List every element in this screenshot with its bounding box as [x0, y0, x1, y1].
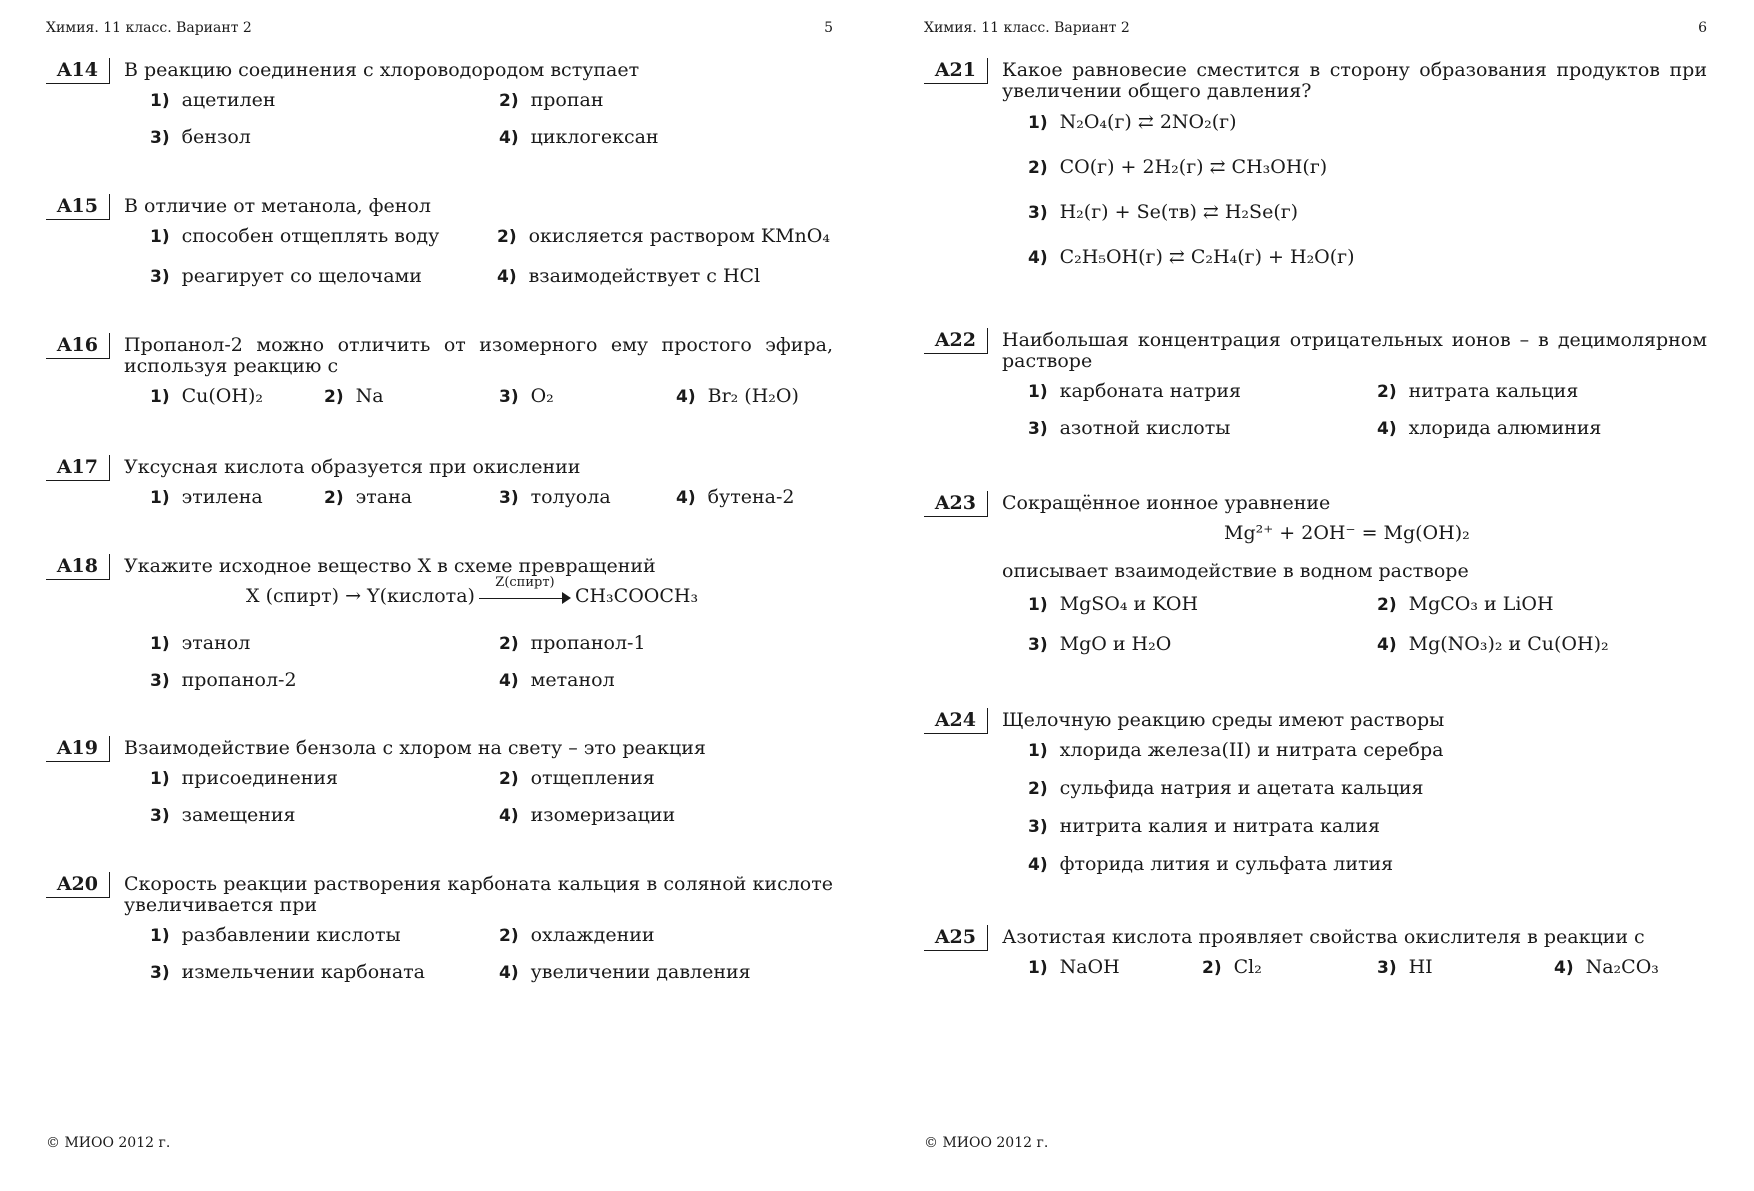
option-1: 1) хлорида железа(II) и нитрата серебра [1028, 739, 1444, 761]
option-3: 3) H₂(г) + Se(тв) ⇄ H₂Se(г) [1028, 201, 1299, 223]
task-question: В реакцию соединения с хлороводородом вступает [124, 59, 640, 81]
option-4: 4) циклогексан [499, 126, 659, 148]
task-label: A22 [924, 328, 988, 354]
option-2: 2) нитрата кальция [1377, 380, 1579, 402]
option-4: 4) взаимодействует с HCl [497, 265, 761, 287]
option-3: 3) измельчении карбоната [150, 961, 425, 983]
task-a25 [924, 925, 1707, 978]
option-2: 2) пропан [499, 89, 604, 111]
option-4: 4) Br₂ (H₂O) [676, 385, 799, 407]
option-3: 3) азотной кислоты [1028, 417, 1231, 439]
task-question: Сокращённое ионное уравнение [1002, 492, 1331, 514]
option-1: 1) присоединения [150, 767, 339, 789]
option-3: 3) бензол [150, 126, 251, 148]
option-4: 4) метанол [499, 669, 615, 691]
option-3: 3) пропанол-2 [150, 669, 297, 691]
option-4: 4) изомеризации [499, 804, 676, 826]
option-4: 4) C₂H₅OH(г) ⇄ C₂H₄(г) + H₂O(г) [1028, 246, 1355, 268]
task-question: Азотистая кислота проявляет свойства окислителя в реакции с [1002, 926, 1645, 948]
option-3: 3) MgO и H₂O [1028, 633, 1172, 655]
option-1: 1) N₂O₄(г) ⇄ 2NO₂(г) [1028, 111, 1237, 133]
option-2: 2) Cl₂ [1202, 956, 1262, 978]
task-a16 [46, 333, 833, 407]
task-label: A15 [46, 194, 110, 220]
task-a22 [924, 328, 1707, 439]
option-2: 2) окисляется раствором KMnO₄ [497, 225, 830, 247]
task-label: A17 [46, 455, 110, 481]
task-a20 [46, 872, 833, 983]
reaction-arrow [479, 575, 571, 607]
transformation-scheme [246, 575, 699, 607]
page-number: 6 [1698, 20, 1707, 36]
option-1: 1) NaOH [1028, 956, 1120, 978]
left-page [46, 0, 833, 1191]
option-2: 2) сульфида натрия и ацетата кальция [1028, 777, 1424, 799]
option-1: 1) разбавлении кислоты [150, 924, 401, 946]
page-header [46, 20, 833, 40]
task-question: Пропанол-2 можно отличить от изомерного ему простого эфира, используя реакцию с [124, 334, 833, 377]
option-1: 1) карбоната натрия [1028, 380, 1242, 402]
option-3: 3) O₂ [499, 385, 554, 407]
task-label: A23 [924, 491, 988, 517]
option-1: 1) ацетилен [150, 89, 276, 111]
task-label: A25 [924, 925, 988, 951]
task-question: Щелочную реакцию среды имеют растворы [1002, 709, 1445, 731]
option-4: 4) бутена-2 [676, 486, 795, 508]
task-a15 [46, 194, 833, 287]
option-1: 1) Cu(OH)₂ [150, 385, 263, 407]
option-1: 1) этанол [150, 632, 251, 654]
task-a17 [46, 455, 833, 508]
task-a24 [924, 708, 1707, 875]
arrow-label: Z(спирт) [495, 575, 555, 590]
task-label: A24 [924, 708, 988, 734]
option-3: 3) нитрита калия и нитрата калия [1028, 815, 1380, 837]
right-page [924, 0, 1707, 1191]
option-3: 3) HI [1377, 956, 1433, 978]
page-footer: © МИОО 2012 г. [924, 1135, 1049, 1151]
task-a21 [924, 58, 1707, 268]
header-subject: Химия. 11 класс. Вариант 2 [46, 20, 252, 36]
task-question: Укажите исходное вещество X в схеме превращений [124, 555, 656, 577]
option-3: 3) толуола [499, 486, 611, 508]
option-2: 2) охлаждении [499, 924, 655, 946]
task-label: A21 [924, 58, 988, 84]
task-label: A20 [46, 872, 110, 898]
scheme-right: CH₃COOCH₃ [574, 585, 699, 607]
task-a23 [924, 491, 1707, 655]
task-question-tail: описывает взаимодействие в водном растворе [1002, 560, 1469, 582]
option-2: 2) MgCO₃ и LiOH [1377, 593, 1554, 615]
task-question: Какое равновесие сместится в сторону образования продуктов при увеличении общего давления? [1002, 59, 1707, 102]
task-question: Скорость реакции растворения карбоната кальция в соляной кислоте увеличивается при [124, 873, 833, 916]
scheme-left: X (спирт) → Y(кислота) [246, 585, 475, 607]
task-a18 [46, 554, 833, 691]
header-subject: Химия. 11 класс. Вариант 2 [924, 20, 1130, 36]
page-header [924, 20, 1707, 40]
task-label: A18 [46, 554, 110, 580]
option-1: 1) этилена [150, 486, 263, 508]
option-1: 1) способен отщеплять воду [150, 225, 440, 247]
page-number: 5 [824, 20, 833, 36]
task-a14 [46, 58, 833, 148]
page-footer: © МИОО 2012 г. [46, 1135, 171, 1151]
option-2: 2) Na [324, 385, 384, 407]
task-question: В отличие от метанола, фенол [124, 195, 431, 217]
option-4: 4) фторида лития и сульфата лития [1028, 853, 1394, 875]
option-1: 1) MgSO₄ и KOH [1028, 593, 1199, 615]
task-label: A19 [46, 736, 110, 762]
option-4: 4) Na₂CO₃ [1554, 956, 1659, 978]
option-2: 2) отщепления [499, 767, 655, 789]
ionic-equation: Mg²⁺ + 2OH⁻ = Mg(OH)₂ [1224, 522, 1470, 544]
option-4: 4) Mg(NO₃)₂ и Cu(OH)₂ [1377, 633, 1609, 655]
task-label: A14 [46, 58, 110, 84]
option-4: 4) хлорида алюминия [1377, 417, 1602, 439]
task-question: Взаимодействие бензола с хлором на свету – это реакция [124, 737, 706, 759]
option-2: 2) этана [324, 486, 413, 508]
task-label: A16 [46, 333, 110, 359]
task-question: Наибольшая концентрация отрицательных ионов – в децимолярном растворе [1002, 329, 1707, 372]
option-3: 3) реагирует со щелочами [150, 265, 422, 287]
option-2: 2) пропанол-1 [499, 632, 646, 654]
option-2: 2) CO(г) + 2H₂(г) ⇄ CH₃OH(г) [1028, 156, 1328, 178]
task-question: Уксусная кислота образуется при окислении [124, 456, 581, 478]
task-a19 [46, 736, 833, 826]
option-3: 3) замещения [150, 804, 296, 826]
option-4: 4) увеличении давления [499, 961, 751, 983]
